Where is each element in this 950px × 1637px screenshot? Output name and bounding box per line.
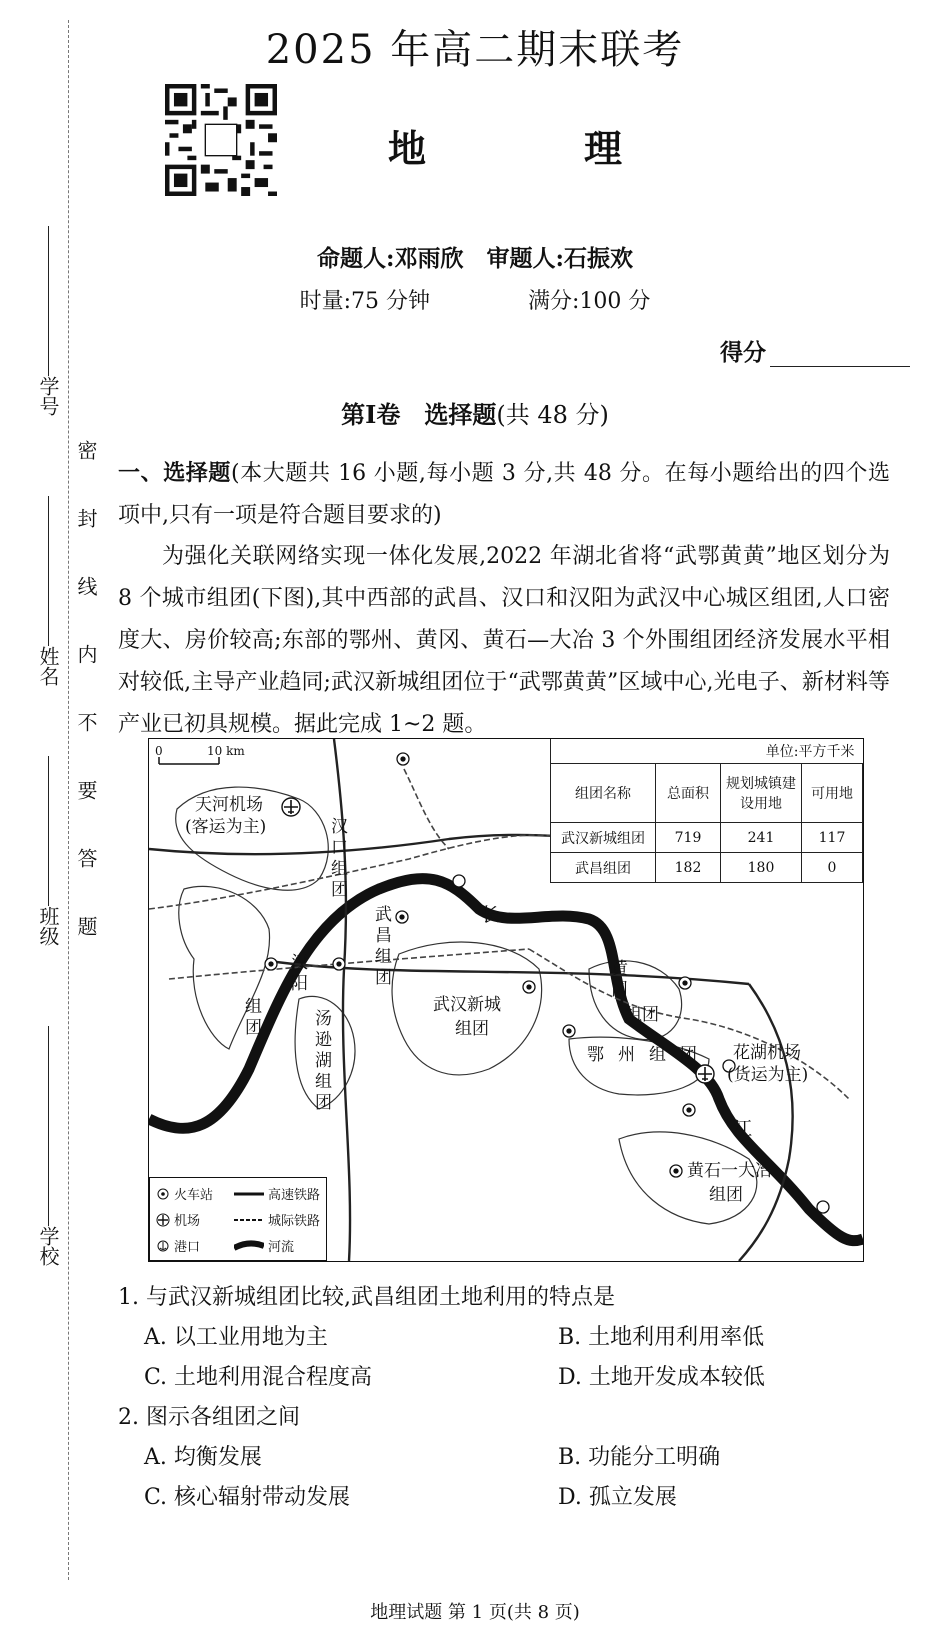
score-label: 得分 <box>720 339 766 366</box>
tangxunhu-label: 汤逊湖组团 <box>311 1009 331 1114</box>
huahu-airport-label: 花湖机场 <box>733 1043 801 1063</box>
map-legend <box>149 1177 327 1261</box>
question-2-stem: 2. 图示各组团之间 <box>118 1405 300 1430</box>
airport-icon <box>696 1065 714 1083</box>
hsr-line-icon <box>234 1189 264 1199</box>
intercity-rail-icon <box>234 1215 264 1225</box>
huanggang-label-b: 组团 <box>625 1005 659 1025</box>
part-one-label: 一、选择题 <box>118 460 231 486</box>
airport-icon <box>282 798 300 816</box>
hanyang-label-b: 组团 <box>241 997 261 1039</box>
legend-intercity <box>234 1210 320 1229</box>
full-score: 满分:100 分 <box>528 289 651 314</box>
legend-station-label: 火车站 <box>174 1188 214 1203</box>
table-cell: 0 <box>802 853 863 883</box>
airport-icon <box>156 1213 170 1227</box>
page-footer: 地理试题 第 1 页(共 8 页) <box>370 1602 580 1623</box>
train-station-icon <box>269 962 273 966</box>
tianhe-airport-label: 天河机场 <box>195 795 263 815</box>
legend-hsr <box>234 1184 320 1203</box>
intercity-rail-2 <box>169 949 529 979</box>
question-2-option-b[interactable]: B. 功能分工明确 <box>558 1445 721 1470</box>
legend-port-label: 港口 <box>174 1240 201 1255</box>
table-cell: 241 <box>721 823 802 853</box>
wuchang-label: 武昌组团 <box>371 905 391 989</box>
legend-station <box>156 1184 213 1203</box>
part-one-text: (本大题共 16 小题,每小题 3 分,共 48 分。在每小题给出的四个选项中,只有一项是符合题目要求的) <box>118 461 890 528</box>
table-cell: 武昌组团 <box>551 853 656 883</box>
train-station-icon <box>674 1169 678 1173</box>
huangshi-label-a: 黄石一大冶 <box>687 1161 772 1181</box>
port-icon <box>453 875 465 887</box>
question-1-option-b[interactable]: B. 土地利用利用率低 <box>558 1325 765 1350</box>
train-station-icon <box>401 757 405 761</box>
train-station-icon <box>337 962 341 966</box>
legend-airport-label: 机场 <box>174 1214 201 1229</box>
legend-port <box>156 1236 200 1255</box>
port-icon <box>156 1239 170 1253</box>
table-cell: 117 <box>802 823 863 853</box>
part-one-instruction <box>118 452 890 537</box>
table-cell: 719 <box>656 823 721 853</box>
time-limit: 时量:75 分钟 <box>299 289 430 314</box>
hanyang-label-a: 汉阳 <box>287 953 307 995</box>
question-2-option-a[interactable]: A. 均衡发展 <box>144 1445 262 1470</box>
question-1-option-c[interactable]: C. 土地利用混合程度高 <box>144 1365 373 1390</box>
class-field[interactable] <box>34 750 63 946</box>
authors-line: 命题人:邓雨欣 审题人:石振欢 <box>317 245 633 272</box>
score-field[interactable] <box>720 334 910 367</box>
section-points: (共 48 分) <box>496 401 609 429</box>
huangshi-label-b: 组团 <box>709 1185 743 1205</box>
city-cluster-map <box>148 738 864 1262</box>
section-title <box>0 395 950 430</box>
huahu-airport-note: (货运为主) <box>727 1065 809 1085</box>
scale-zero: 0 <box>155 744 163 758</box>
xincheng-label-b: 组团 <box>455 1019 489 1039</box>
legend-hsr-label: 高速铁路 <box>268 1188 321 1203</box>
table-header-available: 可用地 <box>802 764 863 823</box>
table-cell: 182 <box>656 853 721 883</box>
exam-title: 2025 年高二期末联考 <box>265 27 685 73</box>
yangtze-label-chang: 长 <box>481 904 501 926</box>
xincheng-label-a: 武汉新城 <box>433 995 501 1015</box>
train-station-icon <box>567 1029 571 1033</box>
yangtze-label-jiang: 江 <box>733 1118 753 1140</box>
hankou-label: 汉口组团 <box>327 817 347 901</box>
passage: 为强化关联网络实现一体化发展,2022 年湖北省将“武鄂黄黄”地区划分为 8 个城市组团(下图),其中西部的武昌、汉口和汉阳为武汉中心城区组团,人口密度大、房价较高;东部的鄂州、黄冈、黄石—大冶 3 个外围组团经济发展水平相对较低,主导产业趋同;武汉新城组团位于“武鄂黄黄”区域中心,光电子、新材料等产业已初具规模。据此完成 1~2 题。 <box>118 544 890 737</box>
student-id-label: 学号 <box>36 376 60 416</box>
seal-warning: 密封线内不要答题 <box>74 440 98 984</box>
huanggang-label-a: 黄冈 <box>607 959 627 1001</box>
train-station-icon <box>527 985 531 989</box>
river-icon <box>234 1240 264 1252</box>
legend-river-label: 河流 <box>268 1240 295 1255</box>
table-cell: 180 <box>721 853 802 883</box>
class-label: 班级 <box>36 906 60 946</box>
score-blank[interactable] <box>770 344 910 367</box>
intercity-rail-4 <box>404 769 449 849</box>
question-2-option-d[interactable]: D. 孤立发展 <box>558 1485 677 1510</box>
ezhou-label: 鄂州组团 <box>587 1045 711 1065</box>
land-area-table <box>550 739 863 883</box>
time-score-line <box>0 284 950 315</box>
train-station-icon <box>687 1108 691 1112</box>
subject-title: 地 理 <box>387 126 682 171</box>
train-station-icon <box>156 1187 170 1201</box>
legend-intercity-label: 城际铁路 <box>268 1214 321 1229</box>
question-1-stem: 1. 与武汉新城组团比较,武昌组团土地利用的特点是 <box>118 1285 615 1310</box>
question-2-option-c[interactable]: C. 核心辐射带动发展 <box>144 1485 351 1510</box>
school-field[interactable] <box>34 1020 63 1266</box>
table-cell: 武汉新城组团 <box>551 823 656 853</box>
name-label: 姓名 <box>36 646 60 686</box>
table-header-planned: 规划城镇建设用地 <box>721 764 802 823</box>
section-name: 第Ⅰ卷 选择题 <box>341 400 497 429</box>
train-station-icon <box>683 981 687 985</box>
question-1-option-d[interactable]: D. 土地开发成本较低 <box>558 1365 765 1390</box>
tianhe-airport-note: (客运为主) <box>185 817 267 837</box>
table-header-name: 组团名称 <box>551 764 656 823</box>
table-header-total: 总面积 <box>656 764 721 823</box>
legend-river <box>234 1236 294 1255</box>
school-label: 学校 <box>36 1226 60 1266</box>
table-unit: 单位:平方千米 <box>551 739 863 764</box>
port-icon <box>817 1201 829 1213</box>
legend-airport <box>156 1210 200 1229</box>
train-station-icon <box>400 915 404 919</box>
name-field[interactable] <box>34 490 63 686</box>
scale-10km: 10 km <box>207 744 245 758</box>
question-1-option-a[interactable]: A. 以工业用地为主 <box>144 1325 328 1350</box>
